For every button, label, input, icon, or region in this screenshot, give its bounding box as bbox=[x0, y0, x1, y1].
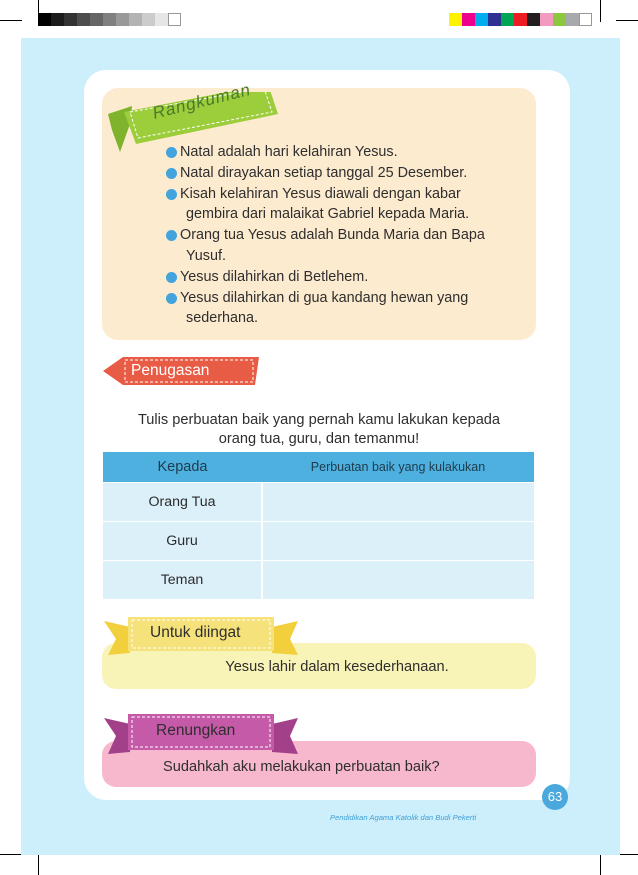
table-header-perbuatan: Perbuatan baik yang kulakukan bbox=[262, 452, 534, 483]
footer-book-title: Pendidikan Agama Katolik dan Budi Pekerti bbox=[330, 813, 477, 822]
list-item: Yesus dilahirkan di gua kandang hewan yang sederhana. bbox=[166, 288, 530, 330]
table-row bbox=[103, 522, 534, 561]
table-cell-kepada: Teman bbox=[103, 561, 262, 600]
bullet-icon bbox=[166, 168, 177, 179]
renungkan-text: Sudahkah aku melakukan perbuatan baik? bbox=[163, 759, 440, 775]
bullet-icon bbox=[166, 293, 177, 304]
printer-gray-strip bbox=[38, 13, 181, 26]
printer-color-strip bbox=[449, 13, 592, 26]
table-row bbox=[103, 561, 534, 600]
bullet-icon bbox=[166, 189, 177, 200]
table-cell-perbuatan[interactable] bbox=[262, 561, 534, 600]
list-item: Yesus dilahirkan di Betlehem. bbox=[166, 267, 530, 288]
summary-list bbox=[166, 142, 530, 329]
table-cell-kepada: Orang Tua bbox=[103, 483, 262, 522]
list-item: Natal dirayakan setiap tanggal 25 Desember. bbox=[166, 163, 530, 184]
list-item: Kisah kelahiran Yesus diawali dengan kabar gembira dari malaikat Gabriel kepada Maria. bbox=[166, 184, 530, 226]
list-item: Orang tua Yesus adalah Bunda Maria dan Bapa Yusuf. bbox=[166, 225, 530, 267]
page-number: 63 bbox=[542, 784, 568, 810]
renungkan-ribbon bbox=[104, 712, 298, 756]
table-cell-perbuatan[interactable] bbox=[262, 522, 534, 561]
penugasan-title: Penugasan bbox=[131, 362, 210, 379]
rangkuman-ribbon bbox=[108, 79, 278, 142]
bullet-icon bbox=[166, 230, 177, 241]
task-table bbox=[103, 452, 534, 599]
table-cell-kepada: Guru bbox=[103, 522, 262, 561]
task-instruction: Tulis perbuatan baik yang pernah kamu lakukan kepada orang tua, guru, dan temanmu! bbox=[137, 412, 501, 447]
table-cell-perbuatan[interactable] bbox=[262, 483, 534, 522]
rangkuman-title: Rangkuman bbox=[150, 79, 253, 123]
table-row bbox=[103, 483, 534, 522]
bullet-icon bbox=[166, 272, 177, 283]
untuk-diingat-ribbon bbox=[104, 615, 298, 657]
table-header-kepada: Kepada bbox=[103, 452, 262, 483]
untuk-diingat-title: Untuk diingat bbox=[150, 624, 241, 641]
list-item: Natal adalah hari kelahiran Yesus. bbox=[166, 142, 530, 163]
renungkan-title: Renungkan bbox=[156, 722, 236, 739]
penugasan-ribbon bbox=[103, 355, 259, 387]
bullet-icon bbox=[166, 147, 177, 158]
untuk-diingat-text: Yesus lahir dalam kesederhanaan. bbox=[225, 659, 449, 675]
